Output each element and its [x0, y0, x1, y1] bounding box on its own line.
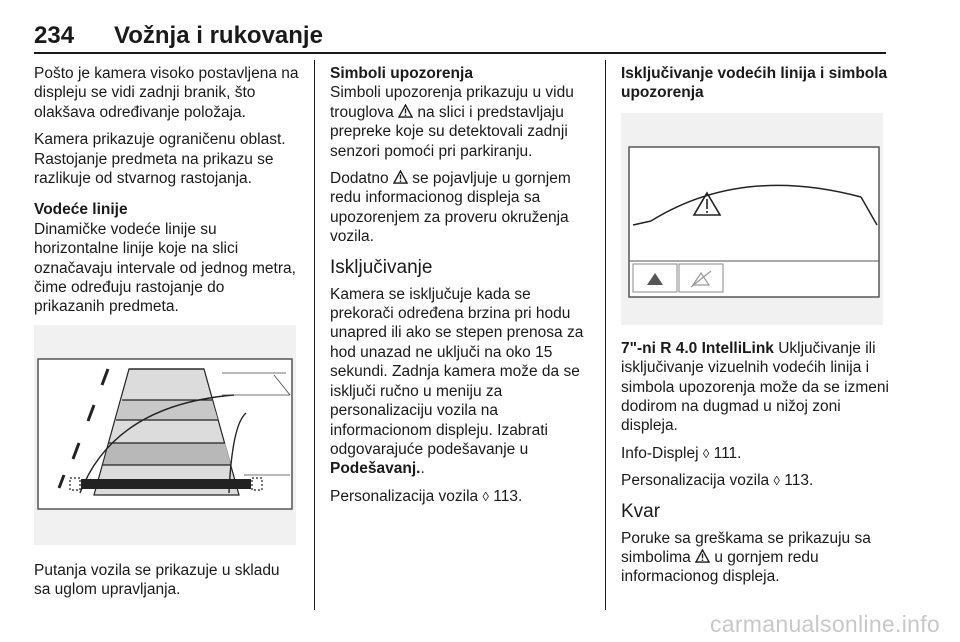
heading-deactivation: Isključivanje — [330, 256, 433, 278]
column-1 — [34, 64, 299, 608]
warning-symbols-figure — [621, 113, 883, 325]
warning-triangle-icon — [695, 549, 710, 563]
paragraph-warning-info-display: Dodatno se pojavljuje u gornjem redu informacionog displeja sa upozorenjem za proveru okruženja vozila. — [330, 170, 571, 246]
heading-toggle-guidelines: Isključivanje vodećih linija i simbola upozorenja — [621, 65, 888, 102]
page-reference-link[interactable]: 111. — [713, 444, 742, 462]
page-reference-icon: ◊ — [702, 445, 710, 461]
paragraph-deactivation: Kamera se isključuje kada se prekorači određena brzina pri hodu unapred ili ako se stepen prenosa za hod unazad ne uključi na oko 15 sekundi. Zadnja kamera može da se isključi ručno u meniju za personalizaciju vozila na informacionom displeju. Izabrati odgovarajuće podešavanje u Podešavanj.. — [330, 285, 584, 478]
page-number: 234 — [34, 22, 75, 49]
paragraph-vehicle-path: Putanja vozila se prikazuje u skladu sa uglom upravljanja. — [34, 561, 280, 599]
rear-camera-guidelines-figure — [34, 325, 296, 545]
header-rule — [34, 52, 886, 54]
guidelines-diagram — [34, 325, 296, 545]
column-3 — [621, 64, 889, 595]
column-divider-2 — [605, 60, 606, 610]
page-reference-link[interactable]: 113. — [493, 487, 523, 505]
intellilink-label: 7"-ni R 4.0 IntelliLink — [621, 339, 774, 357]
heading-fault: Kvar — [621, 500, 661, 522]
page-reference-icon: ◊ — [773, 473, 780, 489]
paragraph-guidelines: Dinamičke vodeće linije su horizontalne linije koje na slici označavaju intervale od jednog metra, čime određuju rastojanje do prikazanih predmeta. — [34, 220, 296, 316]
page-header — [34, 22, 884, 52]
paragraph-personalization-ref: Personalizacija vozila ◊ 113. — [330, 487, 523, 505]
paragraph-camera-position: Pošto je kamera visoko postavljena na displeju se vidi zadnji branik, što olakšava određivanje položaja. — [34, 65, 299, 121]
paragraph-camera-area: Kamera prikazuje ograničenu oblast. Rastojanje predmeta na prikazu se razlikuje od stvarnog rastojanja. — [34, 131, 286, 188]
watermark: carmanualsonline.info — [709, 611, 940, 637]
page-reference-link[interactable]: 113. — [784, 472, 814, 490]
warning-display-diagram — [621, 113, 883, 325]
page-reference-icon: ◊ — [482, 488, 489, 504]
chapter-title: Vožnja i rukovanje — [114, 22, 323, 49]
column-divider-1 — [314, 60, 315, 610]
settings-menu-label: Podešavanj. — [330, 460, 421, 478]
paragraph-info-display-ref: Info-Displej ◊ 111. — [621, 444, 742, 462]
warning-triangle-icon — [398, 104, 413, 118]
paragraph-personalization-ref: Personalizacija vozila ◊ 113. — [621, 472, 814, 490]
column-2 — [330, 64, 592, 514]
warning-triangle-icon — [393, 170, 408, 184]
paragraph-fault: Poruke sa greškama se prikazuju sa simbolima u gornjem redu informacionog displeja. — [621, 529, 871, 586]
paragraph-warning-symbols: Simboli upozorenja prikazuju u vidu trouglova na slici i predstavljaju prepreke koje su detektovali zadnji senzori pomoći pri parkiranju. — [330, 84, 574, 160]
paragraph-intellilink-toggle: 7"-ni R 4.0 IntelliLink Uključivanje ili isključivanje vizuelnih vodećih linija i simbola upozorenja može da se izmeni dodirom na dugmad u nižoj zoni displeja. — [621, 339, 889, 435]
heading-guidelines: Vodeće linije — [34, 201, 128, 219]
heading-warning-symbols: Simboli upozorenja — [330, 65, 473, 82]
